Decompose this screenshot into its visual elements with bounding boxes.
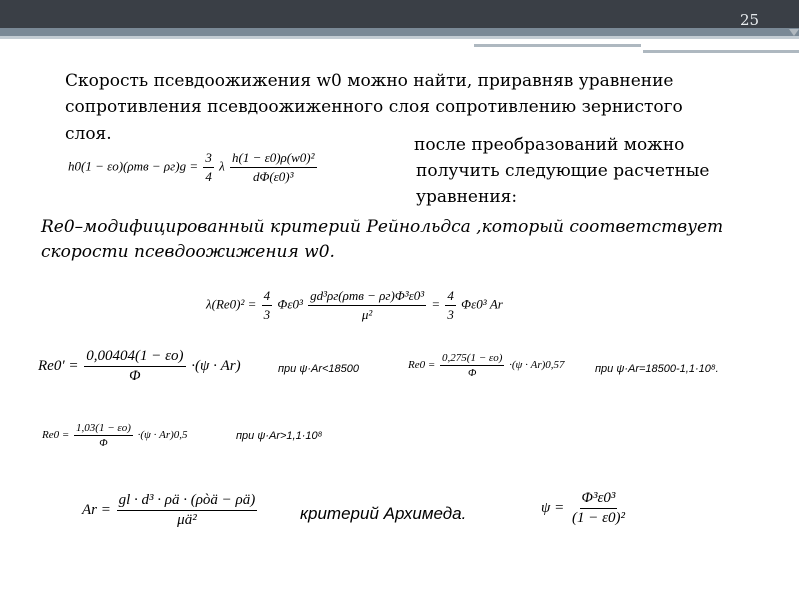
re0-formula-2: Re0 = $\frac{0,275(1 - \varepsilon o)}{\Phi}$ ·(ψ · Ar)0,57 <box>408 352 565 379</box>
header-strip-light <box>0 36 799 39</box>
re0-formula-3: Re0 = $\frac{1,03(1 - \varepsilon o)}{\Phi}$ ·(ψ · Ar)0,5 <box>42 422 188 449</box>
reynolds-note-line: скорости псевдоожижения w0. <box>41 242 335 262</box>
header-accent-line <box>643 50 799 53</box>
reynolds-note-line: Re0–модифицированный критерий Рейнольдса ,который соответствует <box>41 217 724 237</box>
psi-formula: ψ = $\frac{\text{Φ³ε0³}}{\text{(1 − ε0)²}}$ <box>541 490 625 526</box>
slide-marker-icon <box>789 29 799 36</box>
paragraph-line: уравнения: <box>416 187 518 207</box>
paragraph-line: после преобразований можно <box>414 135 685 155</box>
condition-1: при ψ·Ar<18500 <box>278 363 360 375</box>
header-strip <box>0 28 799 36</box>
header-accent-line <box>474 44 641 47</box>
paragraph-line: сопротивления псевдоожиженного слоя сопротивлению зернистого <box>65 97 683 117</box>
paragraph-line: Скорость псевдоожижения w0 можно найти, приравняв уравнение <box>65 71 674 91</box>
archimedes-label: критерий Архимеда. <box>300 504 467 523</box>
title-bar <box>0 0 799 28</box>
paragraph-line: слоя. <box>65 124 112 144</box>
balance-equation: h0(1 − εo)(ρтв − ρг)g = $\frac{3}{4}$ λ $\frac{\text{h(1 − ε0)ρ(w0)²}}{\text{dΦ(ε0)³}}$ <box>68 150 315 184</box>
paragraph-line: получить следующие расчетные <box>416 161 710 181</box>
archimedes-formula: Ar = $\frac{\text{gl · d³ · ρä · (ρòä − ρä)}}{\text{μä²}}$ <box>82 492 256 528</box>
lambda-equation: λ(Re0)² = $\frac{4}{3}$ Φε0³ $\frac{\text{gd³ρг(ρтв − ρг)Φ³ε0³}}{\text{μ²}}$ = $\frac{4}{3}$ Φε0³ Ar <box>206 288 503 322</box>
condition-3: при ψ·Ar>1,1·10⁸ <box>236 430 323 442</box>
re0-formula-1: Re0′ = $\frac{0,00404(1 - \varepsilon o)}{\Phi}$ ·(ψ · Ar) <box>38 348 241 384</box>
slide-number: 25 <box>740 11 760 29</box>
condition-2: при ψ·Ar=18500-1,1·10⁸. <box>595 363 719 375</box>
